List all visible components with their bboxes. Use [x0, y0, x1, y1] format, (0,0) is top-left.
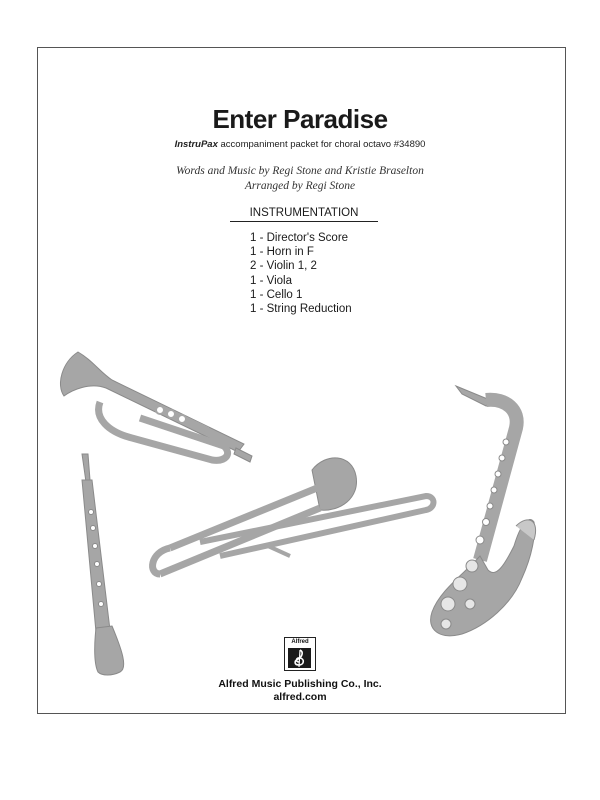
- saxophone-icon: [431, 386, 536, 636]
- publisher-name: Alfred Music Publishing Co., Inc.: [218, 678, 382, 690]
- page-title: Enter Paradise: [212, 104, 388, 134]
- credits-words-music: Words and Music by Regi Stone and Kristie Braselton: [176, 165, 424, 177]
- list-item: 1 - Cello 1: [250, 288, 303, 301]
- list-item: 1 - Director's Score: [250, 232, 349, 244]
- treble-clef-icon: [288, 648, 311, 668]
- list-item: 1 - String Reduction: [250, 303, 352, 316]
- trombone-icon: [153, 458, 434, 574]
- publisher-url[interactable]: alfred.com: [273, 691, 327, 703]
- subtitle-brand: InstruPax: [174, 139, 218, 150]
- credits-arranged: Arranged by Regi Stone: [244, 180, 356, 192]
- list-item: 1 - Horn in F: [250, 246, 314, 259]
- logo-word: Alfred: [291, 639, 309, 645]
- publisher-block: [0, 678, 600, 704]
- publisher-logo: [284, 637, 316, 671]
- clarinet-icon: [82, 454, 124, 675]
- subtitle-text: accompaniment packet for choral octavo #34890: [220, 139, 426, 150]
- list-item: 1 - Viola: [250, 274, 292, 287]
- trumpet-icon: [60, 352, 252, 462]
- instrumentation-heading: INSTRUMENTATION: [230, 207, 378, 222]
- list-item: 2 - Violin 1, 2: [250, 260, 317, 273]
